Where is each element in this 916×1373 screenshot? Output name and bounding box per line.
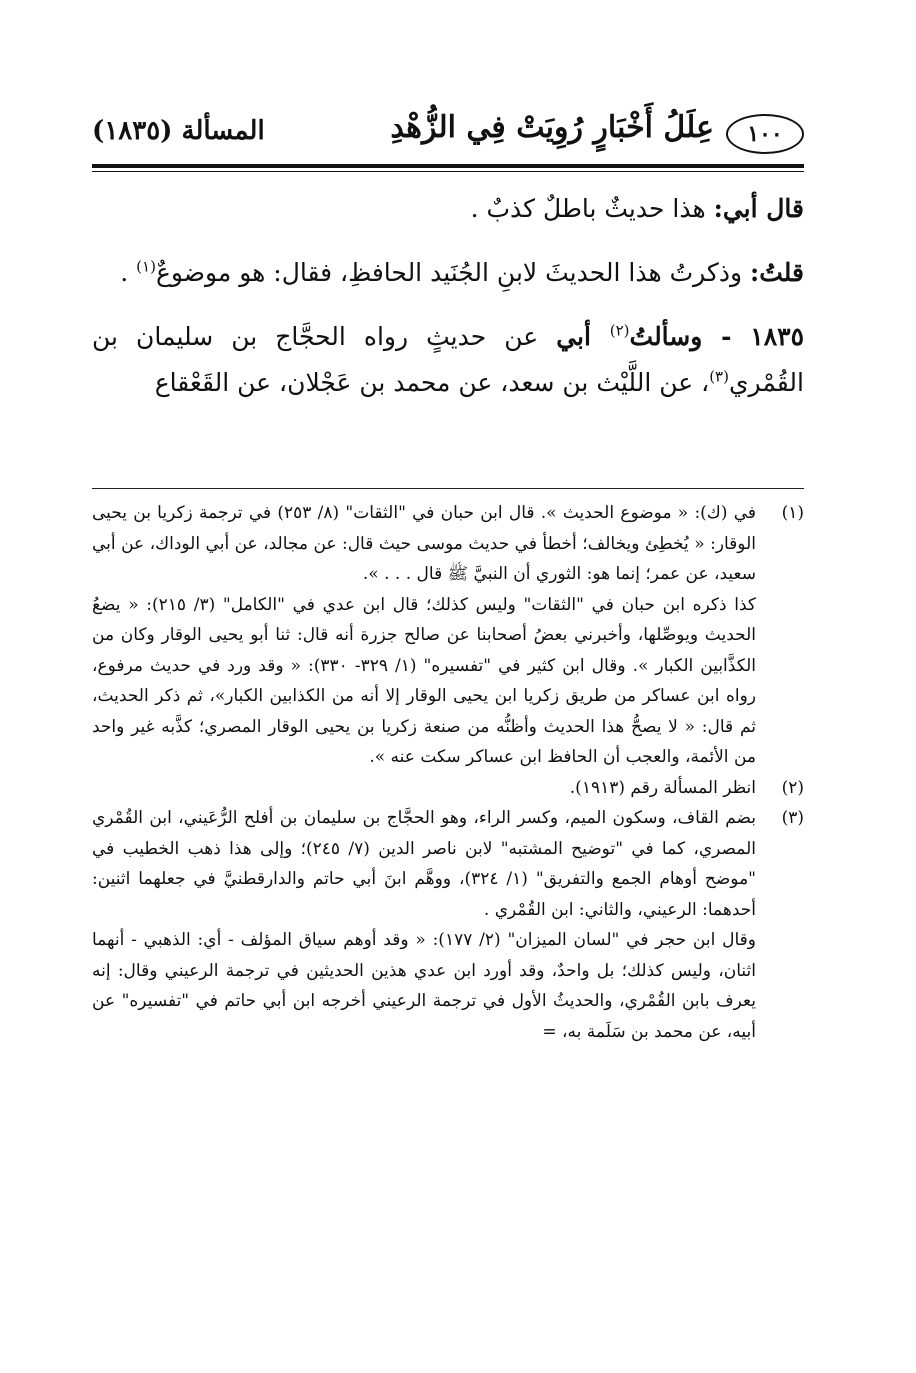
paragraph-end: . — [120, 258, 137, 287]
paragraph-ibn-junayd — [92, 250, 804, 296]
footnote-paragraph: وقال ابن حجر في "لسان الميزان" (٢/ ١٧٧): « وقد أوهم سياق المؤلف - أي: الذهبي - أنهما اثنان، وليس كذلك؛ بل واحدٌ، وقد أورد ابن عدي هذين الحديثين في ترجمة الرعيني وقال: إنه يعرف بابن القُمْري، والحديثُ الأول في ترجمة الرعيني أخرجه ابن أبي حاتم في "تفسيره" عن أبيه، عن محمد بن سَلَمة به، = — [92, 930, 756, 1042]
paragraph-lead: قلتُ: — [749, 258, 804, 287]
header-rule-thin — [92, 171, 804, 172]
paragraph-text-cont: ، عن اللَّيْث بن سعد، عن محمد بن عَجْلان، عن القَعْقاع — [154, 368, 710, 397]
page-number-badge: ١٠٠ — [726, 114, 804, 154]
footnote-1 — [92, 498, 804, 773]
footnote-body — [92, 498, 756, 773]
footnote-number: (٣) — [781, 808, 804, 828]
footnote-number: (١) — [781, 503, 804, 523]
paragraph-text: وذكرتُ هذا الحديثَ لابنِ الجُنَيد الحافظِ، فقال: هو موضوعٌ — [155, 258, 750, 287]
paragraph-father-saying — [92, 186, 804, 232]
footnotes — [92, 498, 804, 1047]
issue-number-lead: ١٨٣٥ - وسألتُ — [629, 322, 804, 351]
footnote-separator — [92, 488, 804, 489]
running-header — [92, 108, 804, 156]
footnote-2 — [92, 773, 804, 804]
footnote-paragraph: انظر المسألة رقم (١٩١٣). — [569, 777, 756, 798]
book-title: عِلَلُ أَخْبَارٍ رُوِيَتْ فِي الزُّهْدِ — [390, 110, 714, 145]
footnote-paragraph: بضم القاف، وسكون الميم، وكسر الراء، وهو الحجَّاج بن سليمان بن أفلح الرُّعَيني، ابن القُمْري المصري، كما في "توضيح المشتبه" لابن ناصر الدين (٧/ ٢٤٥)؛ وإلى هذا ذهب الخطيب في "موضح أوهام الجمع والتفريق" (١/ ٣٢٤)، ووهَّم ابنَ أبي حاتم والدارقطنيَّ في جعلهما اثنين: أحدهما: الرعيني، والثاني: ابن القُمْري . — [92, 808, 756, 920]
footnote-paragraph: كذا ذكره ابن حبان في "الثقات" وليس كذلك؛ قال ابن عدي في "الكامل" (٣/ ٢١٥): « يضعُ الحديث ويوصِّلها، وأخبرني بعضُ أصحابنا عن صالح جزرة أنه قال: ثنا أبو يحيى الوقار وكان من الكذَّابين الكبار ». وقال ابن كثير في "تفسيره" (١/ ٣٢٩- ٣٣٠): « وقد ورد في حديث مرفوع، رواه ابن عساكر من طريق زكريا ابن يحيى الوقار إلا أنه من الكذابين الكبار»، ثم ذكر الحديث، ثم قال: « لا يصحُّ هذا الحديث وأظنُّه من صنعة زكريا بن يحيى الوقار المصري؛ كذَّبه غير واحد من الأئمة، والعجب أن الحافظ ابن عساكر سكت عنه ». — [92, 594, 756, 767]
main-text — [92, 186, 804, 424]
header-rule-thick — [92, 164, 804, 168]
footnote-ref: (٣) — [709, 367, 729, 386]
paragraph-lead: قال أبي: — [713, 194, 804, 223]
paragraph-text: هذا حديثٌ باطلٌ كذبٌ . — [470, 194, 714, 223]
issue-label: المسألة (١٨٣٥) — [92, 116, 265, 146]
footnote-ref: (١) — [136, 257, 156, 276]
footnote-body — [92, 773, 756, 804]
footnote-number: (٢) — [781, 777, 804, 798]
paragraph-text: عن حديثٍ رواه الحجَّاج بن سليمان بن القُمْري — [92, 322, 804, 397]
paragraph-lead-cont: أبي — [556, 322, 610, 351]
footnote-ref: (٢) — [609, 321, 630, 340]
footnote-paragraph: في (ك): « موضوع الحديث ». قال ابن حبان في "الثقات" (٨/ ٢٥٣) في ترجمة زكريا بن يحيى الوقار: « يُخطِئ ويخالف؛ أخطأ في حديث موسى حيث قال: عن مجالد، عن أبي الوداك، عن أبي سعيد، عن عمر؛ إنما هو: الثوري أن النبيَّ ﷺ قال . . . ». — [92, 503, 756, 584]
paragraph-issue-1835 — [92, 314, 804, 406]
footnote-body — [92, 803, 756, 1047]
footnote-3 — [92, 803, 804, 1047]
